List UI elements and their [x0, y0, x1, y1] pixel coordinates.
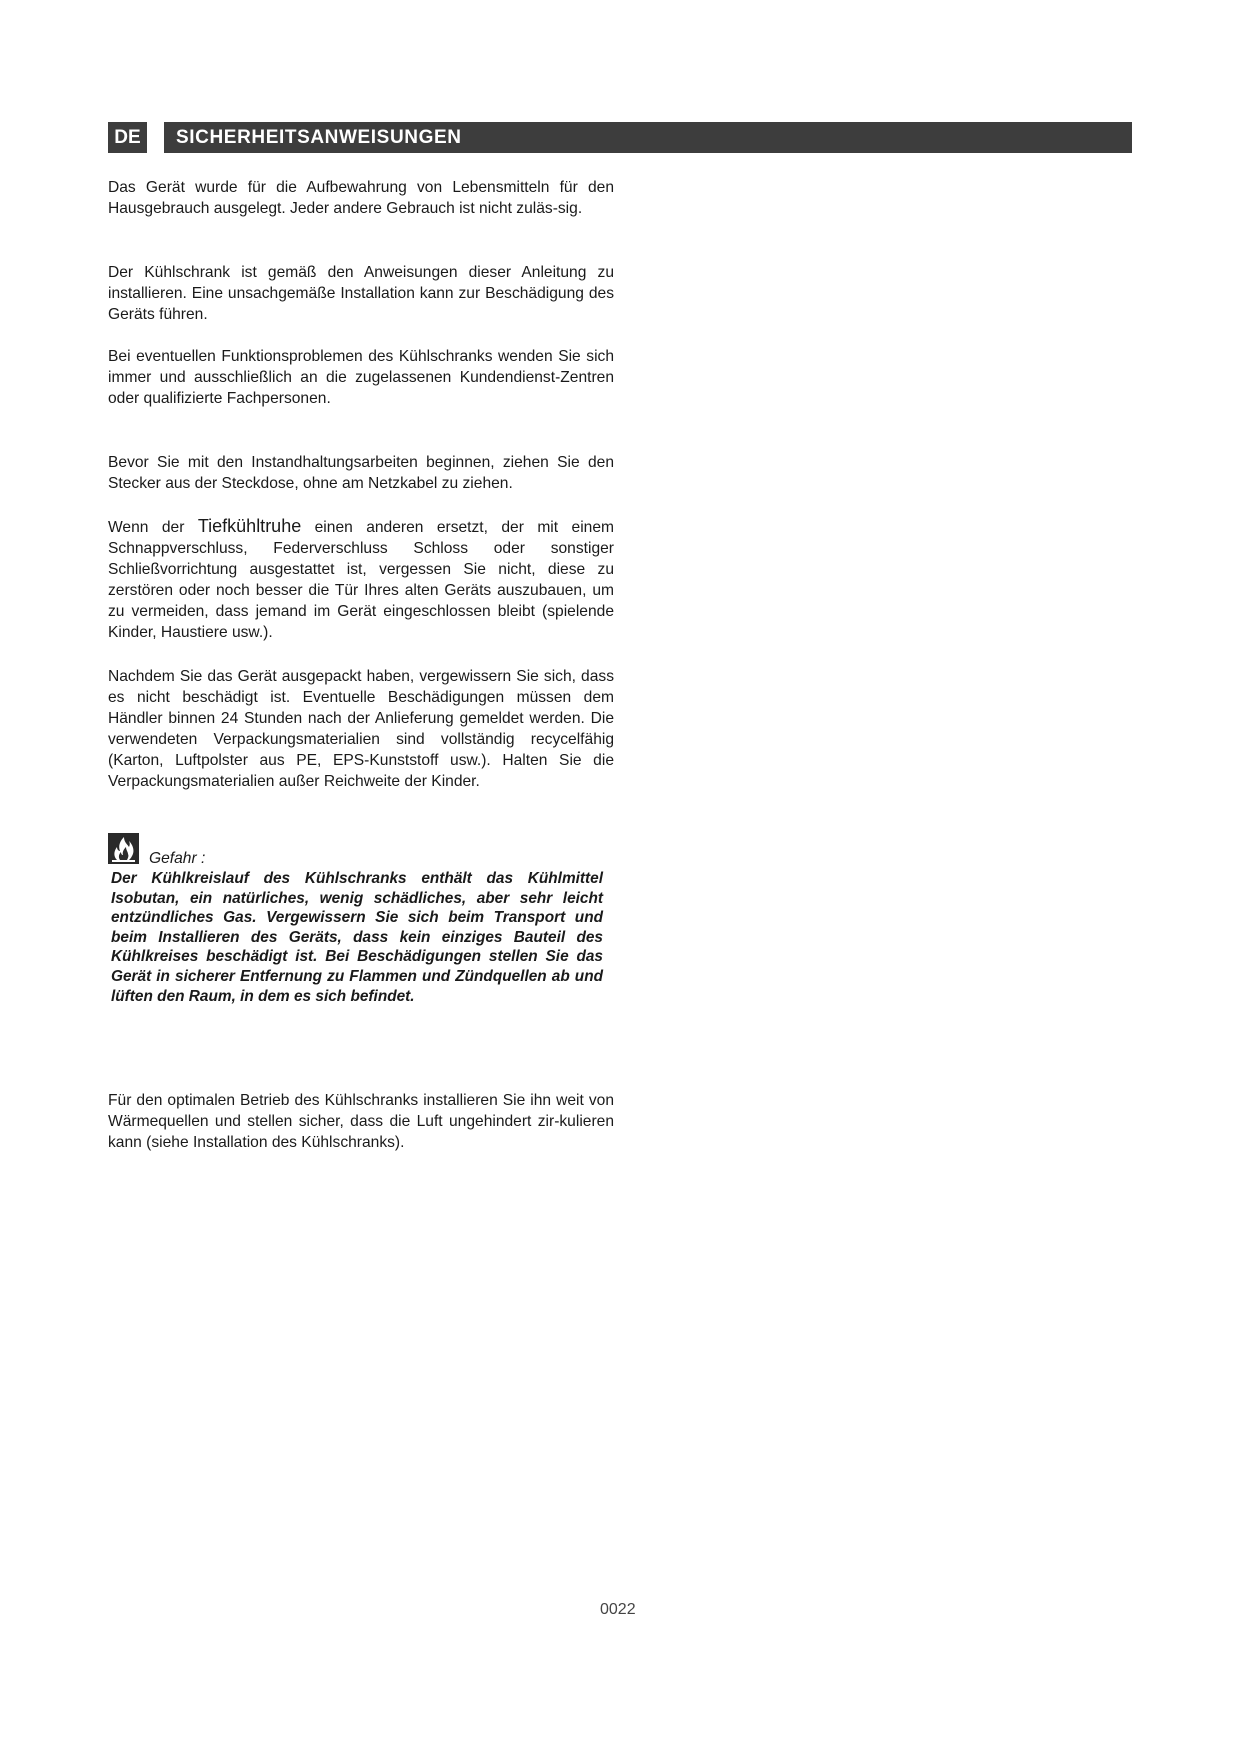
paragraph-text: Der Kühlschrank ist gemäß den Anweisungen dieser Anleitung zu installieren. Eine unsachgemäße Installation kann zur Beschädigung des Geräts führen.: [108, 264, 614, 323]
paragraph-maintenance: [108, 452, 614, 494]
section-header: [108, 122, 1132, 153]
paragraph-old-appliance: [108, 516, 614, 643]
section-title: SICHERHEITSANWEISUNGEN: [164, 122, 1132, 153]
paragraph-text: [108, 516, 614, 643]
paragraph-text: Für den optimalen Betrieb des Kühlschranks installieren Sie ihn weit von Wärmequellen und stellen sicher, dass die Luft ungehindert zir-kulieren kann (siehe Installation des Kühlschranks).: [108, 1092, 614, 1151]
flame-icon-graphic: [108, 833, 139, 864]
paragraph-text: Bevor Sie mit den Instandhaltungsarbeiten beginnen, ziehen Sie den Stecker aus der Steckdose, ohne am Netzkabel zu ziehen.: [108, 454, 614, 492]
paragraph-text-start: Wenn der: [108, 519, 198, 536]
paragraph-text: Nachdem Sie das Gerät ausgepackt haben, vergewissern Sie sich, dass es nicht beschädigt ist. Eventuelle Beschädigungen müssen dem Händler binnen 24 Stunden nach der Anlieferung gemeldet werden. Die verwendeten Verpackungsmaterialien sind vollständig recycelfähig (Karton, Luftpolster aus PE, EPS-Kunststoff usw.). Halten Sie die Verpackungsmaterialien außer Reichweite der Kinder.: [108, 668, 614, 790]
language-badge: DE: [108, 122, 147, 153]
paragraph-text: Das Gerät wurde für die Aufbewahrung von Lebensmitteln für den Hausgebrauch ausgelegt. Jeder andere Gebrauch ist nicht zuläs-sig.: [108, 179, 614, 217]
paragraph-ventilation: [108, 1090, 614, 1153]
paragraph-text: Bei eventuellen Funktionsproblemen des Kühlschranks wenden Sie sich immer und ausschließlich an die zugelassenen Kundendienst-Zentren oder qualifizierte Fachpersonen.: [108, 348, 614, 407]
danger-title: Gefahr :: [149, 850, 206, 867]
paragraph-text-end: einen anderen ersetzt, der mit einem Schnappverschluss, Federverschluss Schloss oder sonstiger Schließvorrichtung ausgestattet ist, vergessen Sie nicht, diese zu zerstören oder noch besser die Tür Ihres alten Geräts auszubauen, um zu vermeiden, dass jemand im Gerät eingeschlossen bleibt (spielende Kinder, Haustiere usw.).: [108, 519, 614, 641]
paragraph-installation: [108, 262, 614, 325]
paragraph-unpacking: [108, 666, 614, 792]
appliance-word: Tiefkühltruhe: [197, 516, 302, 536]
flame-icon: [108, 833, 139, 864]
danger-text: Der Kühlkreislauf des Kühlschranks enthält das Kühlmittel Isobutan, ein natürliches, wenig schädliches, aber sehr leicht entzündliches Gas. Vergewissern Sie sich beim Transport und beim Installieren des Geräts, dass kein einziges Bauteil des Kühlkreises beschädigt ist. Bei Beschädigungen stellen Sie das Gerät in sicherer Entfernung zu Flammen und Zündquellen ab und lüften den Raum, in dem es sich befindet.: [111, 870, 603, 1005]
page-number: 0022: [600, 1601, 636, 1618]
paragraph-service: [108, 346, 614, 409]
paragraph-intended-use: [108, 177, 614, 219]
